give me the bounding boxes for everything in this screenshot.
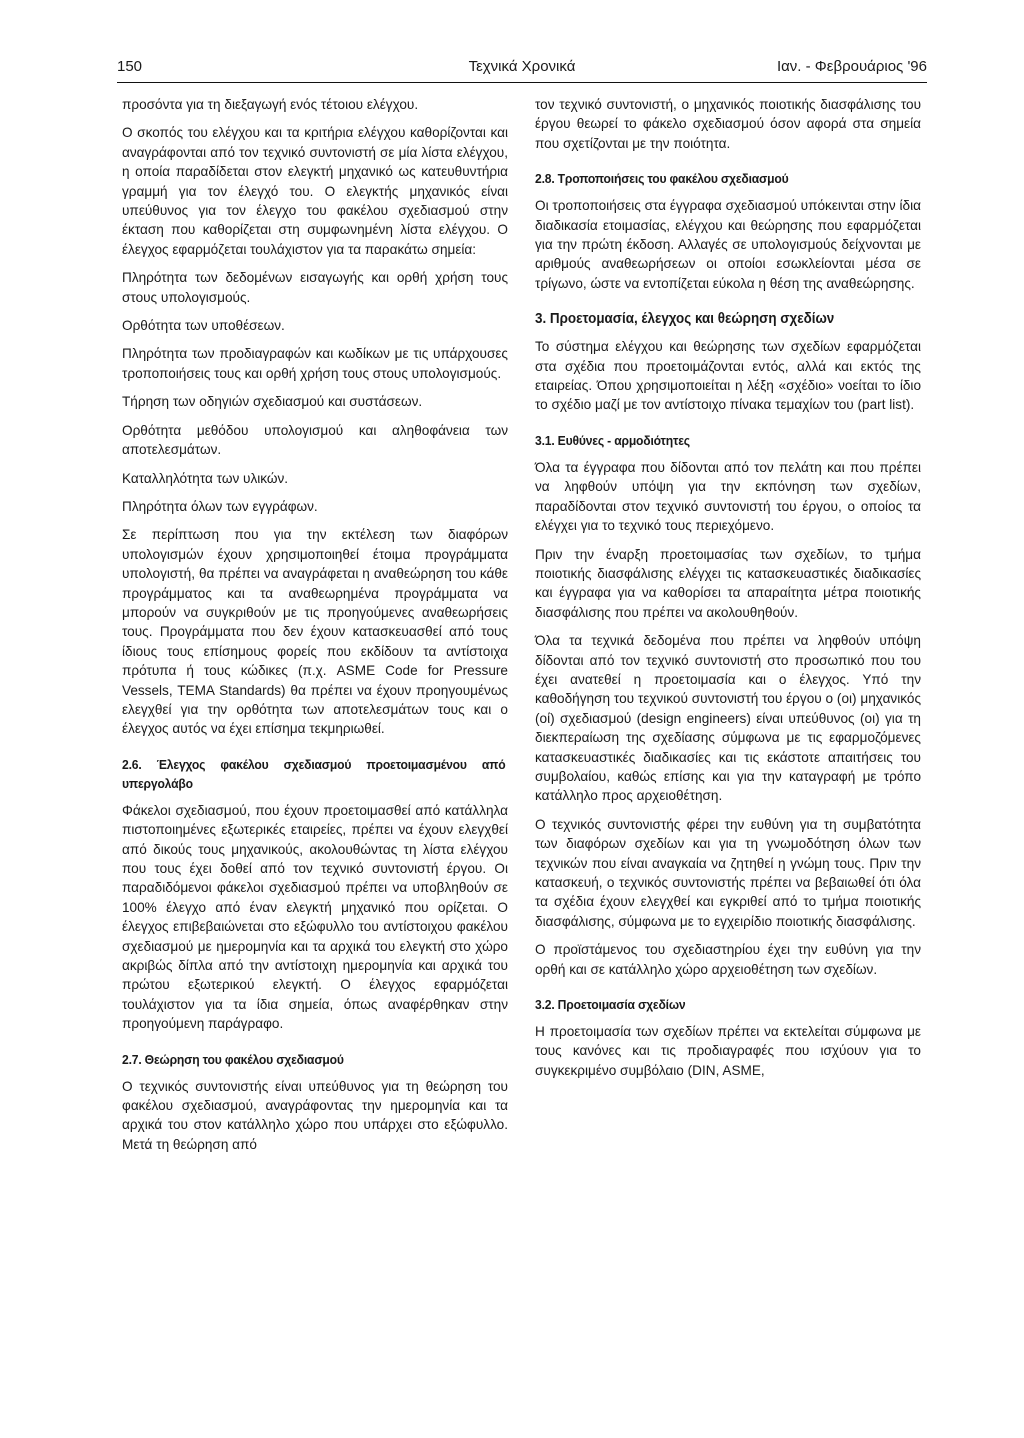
paragraph: Το σύστημα ελέγχου και θεώρησης των σχεδίων εφαρμόζεται στα σχέδια που προετοιμάζονται εντός, αλλά και εκτός της εταιρείας. Όπου χρησιμοποιείται η λέξη «σχέδιο» νοείται το ίδιο το σχέδιο μαζί με τον αντίστοιχο πίνακα τεμαχίων του (part list). bbox=[535, 339, 921, 413]
left-column bbox=[122, 95, 508, 1154]
paragraph: Πληρότητα των δεδομένων εισαγωγής και ορθή χρήση τους στους υπολογισμούς. bbox=[122, 270, 508, 305]
issue-date: Ιαν. - Φεβρουάριος '96 bbox=[776, 58, 927, 75]
paragraph: Ο τεχνικός συντονιστής είναι υπεύθυνος για τη θεώρηση του φακέλου σχεδιασμού, αναγράφοντας την ημερομηνία και τα αρχικά του στον κατάλληλο χώρο που υπάρχει στο εξώφυλλο. Μετά τη θεώρηση από bbox=[122, 1078, 508, 1152]
paragraph: Όλα τα τεχνικά δεδομένα που πρέπει να ληφθούν υπόψη δίδονται από τον τεχνικό συντονιστή στο προσωπικό που του έχει ανατεθεί η προετοιμασία και ο έλεγχος. Υπό την καθοδήγηση του τεχνικού συντονιστή του έργου ο (οι) μηχανικός (οί) σχεδιασμού (design engineers) είναι υπεύθυνος (οι) για τη διεκπεραίωση της σχεδίασης σύμφωνα με τις εφαρμοζόμενες κατασκευαστικές διαδικασίες και τις εκάστοτε απαιτήσεις του συμβολαίου, καθώς επίσης και για την καταγραφή με τρόπο κατάλληλο προς αρχειοθέτηση. bbox=[535, 633, 921, 804]
paragraph: προσόντα για τη διεξαγωγή ενός τέτοιου ελέγχου. bbox=[122, 97, 419, 112]
journal-title: Τεχνικά Χρονικά bbox=[468, 58, 576, 75]
section-heading-3-1: 3.1. Ευθύνες - αρμοδιότητες bbox=[535, 432, 690, 448]
page-number: 150 bbox=[117, 58, 143, 75]
paragraph: Πριν την έναρξη προετοιμασίας των σχεδίων, το τμήμα ποιοτικής διασφάλισης ελέγχει τις κατασκευαστικές διαδικασίες και έγγραφα για να καθορίσει τα απαραίτητα μέτρα ποιοτικής διασφάλισης που πρέπει να ακολουθηθούν. bbox=[535, 546, 921, 620]
section-heading-3: 3. Προετομασία, έλεγχος και θεώρηση σχεδίων bbox=[535, 311, 835, 328]
page-header bbox=[117, 58, 927, 78]
section-heading-3-2: 3.2. Προετοιμασία σχεδίων bbox=[535, 997, 686, 1013]
paragraph: Οι τροποποιήσεις στα έγγραφα σχεδιασμού υπόκεινται στην ίδια διαδικασία ετοιμασίας, ελέγχου και θεώρησης που εφαρμόζεται για την πρώτη έκδοση. Αλλαγές σε υπολογισμούς δείχνονται με αριθμούς αναθεωρήσεων οι οποίοι εσωκλείονται μέσα σε τρίγωνο, ώστε να εντοπίζεται εύκολα η θέση της αναθεώρησης. bbox=[535, 198, 921, 291]
paragraph: Καταλληλότητα των υλικών. bbox=[122, 470, 289, 486]
paragraph: Τήρηση των οδηγιών σχεδιασμού και συστάσεων. bbox=[122, 394, 423, 410]
paragraph: Ο προϊστάμενος του σχεδιαστηρίου έχει την ευθύνη για την ορθή και σε κατάλληλο χώρο αρχειοθέτηση των σχεδίων. bbox=[535, 942, 921, 977]
paragraph: Ο σκοπός του ελέγχου και τα κριτήρια ελέγχου καθορίζονται και αναγράφονται από τον τεχνικό συντονιστή σε μία λίστα ελέγχου, η οποία παραδίδεται στον ελεγκτή μηχανικό ως κατευθυντήρια γραμμή για τον έλεγχό του. Ο ελεγκτής μηχανικός είναι υπεύθυνος για τον έλεγχο του φακέλου σχεδιασμού στην έκταση που καθορίζεται στη συμφωνημένη λίστα ελέγχου. Ο έλεγχος εφαρμόζεται τουλάχιστον για τα παρακάτω σημεία: bbox=[122, 125, 508, 257]
paragraph: Ο τεχνικός συντονιστής φέρει την ευθύνη για τη συμβατότητα των διαφόρων σχεδίων και για τη γνωμοδότηση όλων των τεχνικών που είναι αναγκαία να ζητηθεί η γνώμη τους. Πριν την κατασκευή, ο τεχνικός συντονιστής πρέπει να βεβαιωθεί ότι όλα τα σχέδια έχουν ελεγχθεί και εγκριθεί από το τμήμα ποιοτικής διασφάλισης, σύμφωνα με το εγχειρίδιο ποιοτικής διασφάλισης. bbox=[535, 816, 921, 929]
right-column bbox=[535, 95, 921, 1080]
section-heading-2-7: 2.7. Θεώρηση του φακέλου σχεδιασμού bbox=[122, 1051, 344, 1067]
paragraph: Ορθότητα των υποθέσεων. bbox=[122, 318, 285, 334]
paragraph: Πληρότητα όλων των εγγράφων. bbox=[122, 498, 318, 514]
section-heading-2-6: 2.6. Έλεγχος φακέλου σχεδιασμού προετοιμασμένου από υπεργολάβο bbox=[122, 756, 506, 791]
paragraph: Όλα τα έγγραφα που δίδονται από τον πελάτη και που πρέπει να ληφθούν υπόψη για την εκπόνηση των σχεδίων, παραδίδονται στον τεχνικό συντονιστή του έργου, ο οποίος τα ελέγχει για το τεχνικό τους περιεχόμενο. bbox=[535, 459, 921, 534]
paragraph: Ορθότητα μεθόδου υπολογισμού και αληθοφάνεια των αποτελεσμάτων. bbox=[122, 422, 508, 458]
paragraph: Πληρότητα των προδιαγραφών και κωδίκων με τις υπάρχουσες τροποποιήσεις τους και ορθή χρήση τους στους υπολογισμούς. bbox=[122, 346, 508, 381]
paragraph: Φάκελοι σχεδιασμού, που έχουν προετοιμασθεί από κατάλληλα πιστοποιημένες εξωτερικές εταιρείες, πρέπει να έχουν ελεγχθεί από δικούς τους μηχανικούς, ακολουθώντας τη λίστα ελέγχου που τους έχει δοθεί από τον τεχνικό συντονιστή έργου. Οι παραδιδόμενοι φάκελοι σχεδιασμού πρέπει να υποβληθούν σε 100% έλεγχο από έναν ελεγκτή μηχανικό που ορίζεται. Ο έλεγχος επιβεβαιώνεται στο εξώφυλλο του αντίστοιχου φακέλου σχεδιασμού με ημερομηνία και τα αρχικά του ελεγκτή στο χώρο ακριβώς δίπλα από την αντίστοιχη ημερομηνία και αρχικά του πρώτου εξωτερικού ελεγκτή. Ο έλεγχος εφαρμόζεται τουλάχιστον για τα ίδια σημεία, όπως αναφέρθηκαν στην προηγούμενη παράγραφο. bbox=[122, 802, 508, 1032]
header-rule bbox=[117, 82, 927, 83]
paragraph: Η προετοιμασία των σχεδίων πρέπει να εκτελείται σύμφωνα με τους κανόνες και τις προδιαγραφές που ισχύουν για το συγκεκριμένο συμβόλαιο (DIN, ASME, bbox=[535, 1024, 921, 1078]
paragraph: τον τεχνικό συντονιστή, ο μηχανικός ποιοτικής διασφάλισης του έργου θεωρεί το φάκελο σχεδιασμού όσον αφορά στα σημεία που σχετίζονται με την ποιότητα. bbox=[535, 97, 921, 151]
paragraph: Σε περίπτωση που για την εκτέλεση των διαφόρων υπολογισμών έχουν χρησιμοποιηθεί έτοιμα προγράμματα υπολογιστή, θα πρέπει να αναγράφεται η αναθεώρηση του κάθε προγράμματος και τα αναθεωρημένα προγράμματα να μπορούν να συγκριθούν με τις προηγούμενες αναθεωρήσεις τους. Προγράμματα που δεν έχουν κατασκευασθεί από τους ίδιους τους επίσημους φορείς που εκδίδουν τα αντίστοιχα πρότυπα ή τους κώδικες (π.χ. ASME Code for Pressure Vessels, TEMA Standards) θα πρέπει να έχουν προηγουμένως ελεγχθεί για την ορθότητα των αποτελεσμάτων τους και ο έλεγχος αυτός να έχει επίσημα τεκμηριωθεί. bbox=[122, 527, 508, 737]
section-heading-2-8: 2.8. Τροποποιήσεις του φακέλου σχεδιασμού bbox=[535, 171, 789, 187]
